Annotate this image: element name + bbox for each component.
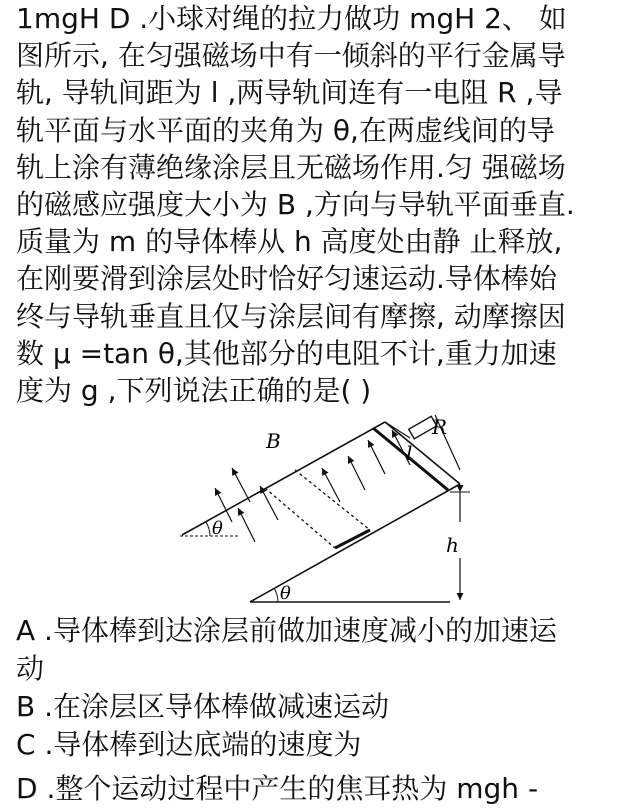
field-arrow [368, 440, 385, 474]
stem-line: 的磁感应强度大小为 B ,方向与导轨平面垂直. [16, 188, 575, 222]
label-B: B [266, 429, 281, 453]
option-a: A .导体棒到达涂层前做加速度减小的加速运 [16, 614, 557, 647]
inclined-rails-diagram [170, 410, 490, 610]
question-stem [16, 0, 636, 409]
label-theta-top: θ [212, 518, 223, 539]
stem-line: 数 μ =tan θ,其他部分的电阻不计,重力加速 [16, 336, 557, 370]
field-arrow [348, 456, 365, 490]
stem-line: 1mgH D .小球对绳的拉力做功 mgH 2、 如 [16, 2, 567, 35]
option-c: C .导体棒到达底端的速度为 [16, 728, 362, 761]
angle-arc [206, 522, 210, 536]
stem-line: 终与导轨垂直且仅与涂层间有摩擦, 动摩擦因 [16, 299, 566, 333]
stem-line: 轨上涂有薄绝缘涂层且无磁场作用.匀 强磁场 [16, 150, 566, 184]
option-d: D .整个运动过程中产生的焦耳热为 mgh - [16, 772, 539, 805]
field-arrow [322, 468, 340, 502]
option-b: B .在涂层区导体棒做减速运动 [16, 690, 390, 723]
label-l: l [406, 441, 413, 465]
field-arrow [232, 468, 250, 502]
label-R: R [432, 415, 448, 439]
field-arrow [260, 486, 278, 520]
resistor-wire [385, 422, 410, 438]
stem-line: 轨平面与水平面的夹角为 θ,在两虚线间的导 [16, 113, 555, 147]
label-h: h [446, 533, 459, 557]
coating-boundary [265, 488, 335, 548]
field-arrow [238, 508, 255, 542]
option-a-continuation: 动 [16, 652, 45, 685]
angle-arc [274, 588, 278, 602]
label-theta-bottom: θ [280, 583, 291, 604]
stem-line: 在刚要滑到涂层处时恰好匀速运动.导体棒始 [16, 262, 557, 296]
coating-boundary [295, 470, 370, 530]
stem-line: 度为 g ,下列说法正确的是( ) [16, 374, 372, 408]
field-arrow [215, 488, 232, 522]
stem-line: 质量为 m 的导体棒从 h 高度处由静 止释放, [16, 225, 563, 259]
stem-line: 图所示, 在匀强磁场中有一倾斜的平行金属导 [16, 39, 566, 73]
stem-line: 轨, 导轨间距为 l ,两导轨间连有一电阻 R ,导 [16, 76, 563, 110]
diagram-svg [170, 410, 490, 610]
